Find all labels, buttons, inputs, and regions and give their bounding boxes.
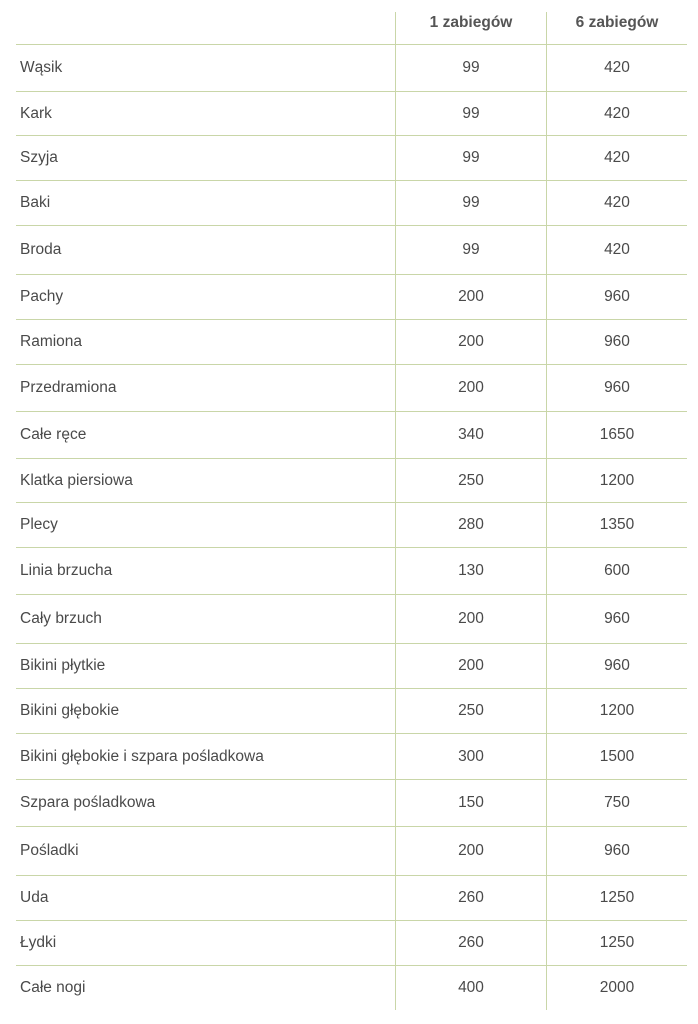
table-row <box>16 921 687 966</box>
table-row <box>16 412 687 459</box>
price-6-treatments: 750 <box>546 780 687 826</box>
price-6-treatments: 420 <box>546 181 687 225</box>
price-6-treatments: 960 <box>546 320 687 364</box>
header-1-treatment: 1 zabiegów <box>395 12 546 44</box>
price-6-treatments: 420 <box>546 226 687 274</box>
area-name: Bikini płytkie <box>20 657 106 674</box>
price-6-treatments: 2000 <box>546 966 687 1010</box>
price-6-treatments: 1250 <box>546 921 687 965</box>
table-row <box>16 780 687 827</box>
area-name: Szyja <box>20 149 58 166</box>
price-6-treatments: 1500 <box>546 734 687 779</box>
table-row <box>16 876 687 921</box>
price-1-treatment: 150 <box>395 780 546 826</box>
price-1-treatment: 300 <box>395 734 546 779</box>
price-1-treatment: 99 <box>395 226 546 274</box>
price-1-treatment: 99 <box>395 92 546 135</box>
price-6-treatments: 960 <box>546 595 687 643</box>
price-1-treatment: 260 <box>395 876 546 920</box>
price-1-treatment: 200 <box>395 644 546 688</box>
price-1-treatment: 200 <box>395 320 546 364</box>
price-1-treatment: 200 <box>395 595 546 643</box>
area-name: Klatka piersiowa <box>20 471 133 489</box>
area-name: Bikini głębokie <box>20 702 120 719</box>
price-6-treatments: 420 <box>546 92 687 135</box>
price-1-treatment: 99 <box>395 136 546 180</box>
price-6-treatments: 1250 <box>546 876 687 920</box>
area-name: Ramiona <box>20 333 83 350</box>
price-1-treatment: 130 <box>395 548 546 594</box>
area-name: Uda <box>20 889 49 906</box>
table-row <box>16 365 687 412</box>
table-row <box>16 644 687 689</box>
price-table <box>16 12 687 1010</box>
price-6-treatments: 960 <box>546 275 687 319</box>
table-row <box>16 136 687 181</box>
area-name: Plecy <box>20 516 58 533</box>
table-row <box>16 595 687 644</box>
price-1-treatment: 99 <box>395 181 546 225</box>
price-1-treatment: 280 <box>395 503 546 547</box>
area-name: Linia brzucha <box>20 562 113 579</box>
table-body <box>16 45 687 1010</box>
table-row <box>16 275 687 320</box>
price-6-treatments: 1200 <box>546 459 687 502</box>
area-name: Kark <box>20 104 52 122</box>
table-row <box>16 503 687 548</box>
table-row <box>16 45 687 92</box>
table-row <box>16 734 687 780</box>
price-1-treatment: 250 <box>395 459 546 502</box>
table-header <box>16 12 687 45</box>
table-row <box>16 827 687 876</box>
area-name: Baki <box>20 194 51 211</box>
price-1-treatment: 200 <box>395 365 546 411</box>
area-name: Bikini głębokie i szpara pośladkowa <box>20 747 264 765</box>
area-name: Cały brzuch <box>20 610 102 627</box>
price-1-treatment: 200 <box>395 275 546 319</box>
table-row <box>16 226 687 275</box>
area-name: Całe nogi <box>20 979 86 996</box>
area-name: Pachy <box>20 288 64 305</box>
area-name: Łydki <box>20 934 57 951</box>
price-6-treatments: 960 <box>546 365 687 411</box>
price-1-treatment: 340 <box>395 412 546 458</box>
price-6-treatments: 420 <box>546 136 687 180</box>
price-1-treatment: 99 <box>395 45 546 91</box>
area-name: Wąsik <box>20 59 63 76</box>
area-name: Całe ręce <box>20 426 87 443</box>
price-1-treatment: 250 <box>395 689 546 733</box>
area-name: Szpara pośladkowa <box>20 794 156 811</box>
price-6-treatments: 1350 <box>546 503 687 547</box>
price-6-treatments: 960 <box>546 827 687 875</box>
header-name-cell <box>16 12 395 44</box>
price-6-treatments: 420 <box>546 45 687 91</box>
table-row <box>16 320 687 365</box>
price-1-treatment: 200 <box>395 827 546 875</box>
price-1-treatment: 260 <box>395 921 546 965</box>
table-row <box>16 459 687 503</box>
table-row <box>16 689 687 734</box>
area-name: Pośladki <box>20 842 79 859</box>
price-6-treatments: 600 <box>546 548 687 594</box>
price-6-treatments: 1200 <box>546 689 687 733</box>
table-row <box>16 966 687 1010</box>
area-name: Broda <box>20 241 62 258</box>
table-row <box>16 181 687 226</box>
price-6-treatments: 1650 <box>546 412 687 458</box>
table-row <box>16 548 687 595</box>
price-6-treatments: 960 <box>546 644 687 688</box>
header-6-treatments: 6 zabiegów <box>546 12 687 44</box>
table-row <box>16 92 687 136</box>
area-name: Przedramiona <box>20 379 117 396</box>
price-1-treatment: 400 <box>395 966 546 1010</box>
